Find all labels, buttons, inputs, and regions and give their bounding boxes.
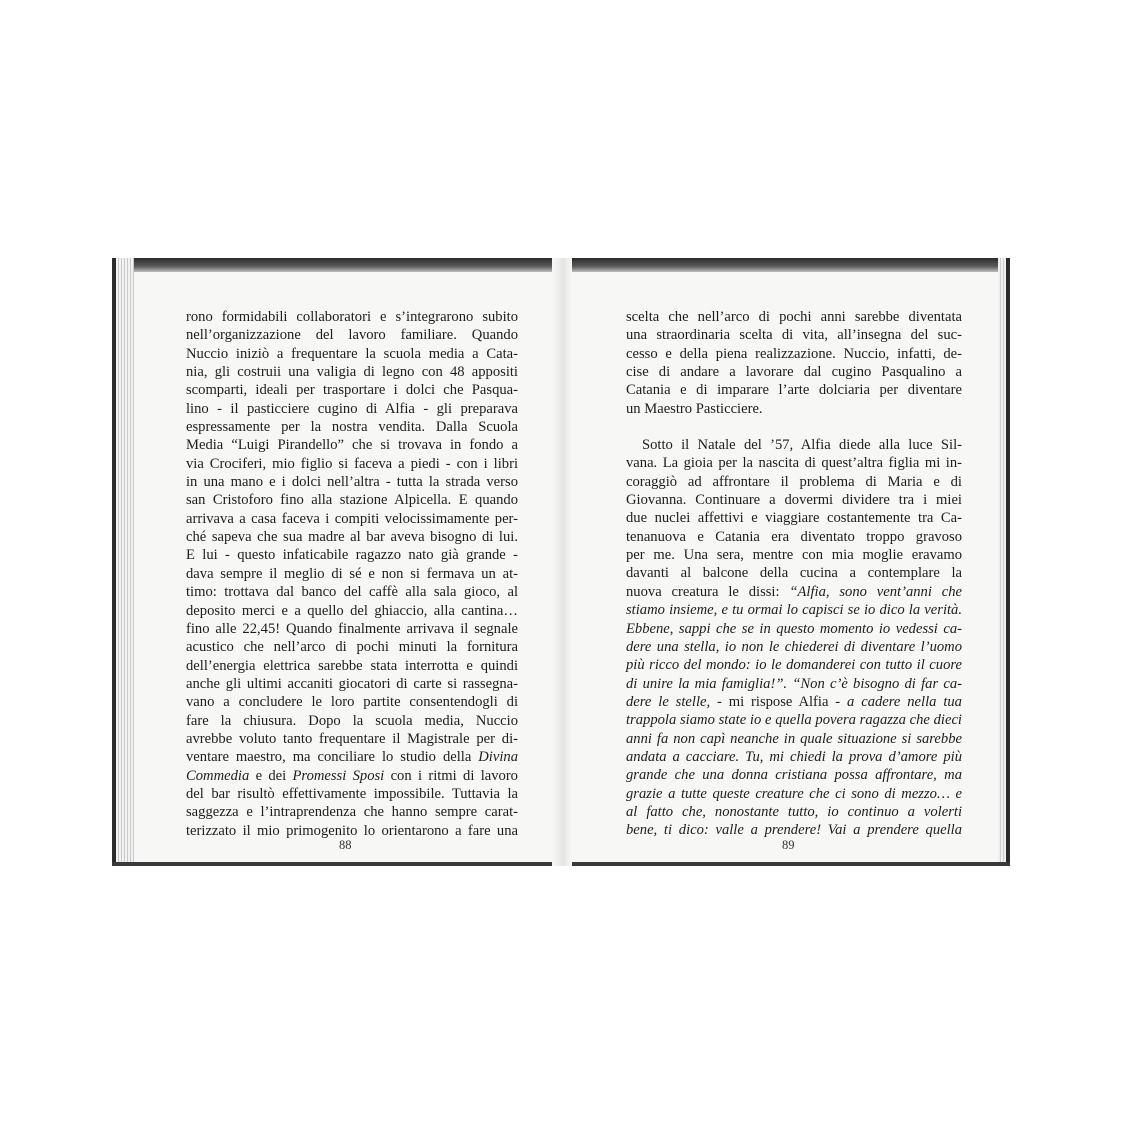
text-run: nuova creatura le dissi: — [626, 583, 790, 600]
italic-text-line: al fatto che, nonostante tutto, io continuo a volerti — [626, 803, 962, 820]
text-line: nell’organizzazione del lavoro familiare. Quando — [186, 327, 518, 344]
text-line — [186, 767, 518, 785]
text-line: un Maestro Pasticciere. — [626, 400, 763, 417]
open-book-scan — [112, 258, 1010, 866]
text-line: acustico che nell’arco di pochi minuti la fornitura — [186, 639, 518, 656]
paragraph-break — [626, 418, 962, 436]
text-line: anche gli ultimi accaniti giocatori di carte si rassegna- — [186, 675, 518, 692]
right-page — [572, 258, 998, 866]
text-run: - mi rispose Alfia - — [710, 693, 848, 710]
text-line: timo: trottava dal banco del caffè alla sala gioco, al — [186, 584, 518, 601]
italic-text-line: trappola siamo state io e quella povera ragazza che dieci — [626, 712, 962, 729]
text-line: vana. La gioia per la nascita di quest’altra figlia mi in- — [626, 455, 962, 472]
text-line: espressamente per la nostra vendita. Dalla Scuola — [186, 419, 518, 436]
text-line: fare la chiusura. Dopo la scuola media, Nuccio — [186, 712, 518, 729]
italic-quote: a cadere nella tua — [847, 693, 962, 710]
text-line: scomparti, ideali per trasportare i dolci che Pasqua- — [186, 382, 518, 399]
text-run: e dei — [249, 767, 293, 784]
text-line: san Cristoforo fino alla stazione Alpicella. E quando — [186, 492, 518, 509]
text-line: terizzato il mio primogenito lo orientarono a fare una — [186, 822, 518, 839]
italic-text-line: grande che una donna cristiana possa affrontare, ma — [626, 767, 962, 784]
italic-quote: “Alfia, sono vent’anni che — [789, 583, 962, 600]
italic-text-line: di unire la mia famiglia!”. “Non c’è bisogno di far ca- — [626, 675, 962, 692]
text-line: fino alle 22,45! Quando finalmente arrivava il segnale — [186, 620, 518, 637]
italic-text-line: stiamo insieme, e tu ormai lo capisci se io dico la verità. — [626, 602, 962, 619]
text-line: una straordinaria scelta di vita, all’insegna del suc- — [626, 327, 962, 344]
italic-text-line: anni fa non capì neanche in quale situazione si sarebbe — [626, 730, 962, 747]
text-line: nia, gli costruii una valigia di legno con 48 appositi — [186, 364, 518, 381]
text-line: coraggiò ad affrontare il problema di Maria e di — [626, 473, 962, 490]
text-line: saggezza e l’intraprendenza che hanno sempre carat- — [186, 804, 518, 821]
text-line: scelta che nell’arco di pochi anni sarebbe diventata — [626, 309, 962, 325]
left-page-body — [186, 308, 518, 840]
text-line: avrebbe voluto tanto frequentare il Magistrale per di- — [186, 730, 518, 747]
italic-quote: dere le stelle, — [626, 693, 711, 710]
italic-title-divina: Divina — [478, 749, 518, 766]
italic-text-line: più ricco del mondo: io le domanderei con tutto il cuore — [626, 657, 962, 674]
text-line: vano a concludere le loro partite consentendogli di — [186, 694, 518, 711]
text-line: per me. Una sera, mentre con mia moglie eravamo — [626, 547, 962, 564]
italic-text-line: andata a cacciare. Tu, mi chiedi la prova d’amore più — [626, 748, 962, 765]
book-gutter — [552, 258, 572, 866]
italic-title-commedia: Commedia — [186, 767, 250, 784]
italic-text-line: Ebbene, sappi che se in questo momento io vedessi ca- — [626, 620, 962, 637]
text-line: Catania e di imparare l’arte dolciaria per diventare — [626, 382, 962, 399]
italic-title-promessi-sposi: Promessi Sposi — [292, 767, 385, 784]
text-line: cise di andare a lavorare dal cugino Pasqualino a — [626, 364, 962, 381]
text-line — [626, 583, 962, 601]
text-line: arrivava a casa faceva i compiti velocissimamente per- — [186, 510, 518, 527]
left-page — [134, 258, 552, 866]
text-line: Giovanna. Continuare a dovermi dividere tra i miei — [626, 492, 962, 509]
right-page-body — [626, 308, 962, 840]
text-line: rono formidabili collaboratori e s’integrarono subito — [186, 309, 518, 325]
page-number: 88 — [339, 838, 352, 852]
italic-text-line: bene, ti dico: valle a prendere! Vai a prendere quella — [626, 822, 962, 839]
text-line — [186, 748, 518, 766]
page-stack-left-edge — [112, 258, 134, 866]
text-run: ventare maestro, ma conciliare lo studio della — [186, 749, 479, 766]
text-line: Media “Luigi Pirandello” che si trovava in fondo a — [186, 437, 518, 454]
text-line: del bar risultò effettivamente impossibile. Tuttavia la — [186, 785, 518, 802]
italic-text-line: dere una stella, io non le chiederei di diventare l’uomo — [626, 638, 962, 655]
text-line: dava sempre il meglio di sé e non si fermava un at- — [186, 565, 518, 582]
italic-text-line: grazie a tutte queste creature che ci sono di mezzo… e — [626, 785, 962, 802]
text-line: dell’energia elettrica sarebbe stata interrotta e quindi — [186, 657, 518, 674]
text-line: deposito merci e a quello del ghiaccio, alla cantina… — [186, 602, 518, 619]
text-line: E lui - questo infaticabile ragazzo nato già grande - — [186, 547, 518, 564]
text-line — [626, 693, 962, 711]
text-line: davanti al balcone della cucina a contemplare la — [626, 565, 962, 582]
text-line: Sotto il Natale del ’57, Alfia diede alla luce Sil- — [642, 437, 962, 454]
text-line: in una mano e i dolci nell’altra - tutta la strada verso — [186, 474, 518, 491]
text-line: due nuclei affettivi e viaggiare costantemente tra Ca- — [626, 510, 962, 527]
text-line: ché sapeva che sua madre al bar aveva bisogno di lui. — [186, 529, 518, 546]
text-run: con i ritmi di lavoro — [384, 767, 518, 784]
text-line: Nuccio iniziò a frequentare la scuola media a Cata- — [186, 345, 518, 362]
text-line: tenanuova e Catania era diventato troppo gravoso — [626, 528, 962, 545]
text-line: via Crociferi, mio figlio si faceva a piedi - con i libri — [186, 455, 518, 472]
page-number: 89 — [782, 838, 795, 852]
text-line: cesso e della piena realizzazione. Nuccio, infatti, de- — [626, 345, 962, 362]
page-stack-right-edge — [998, 258, 1010, 866]
text-line: lino - il pasticciere cugino di Alfia - gli preparava — [186, 400, 518, 417]
